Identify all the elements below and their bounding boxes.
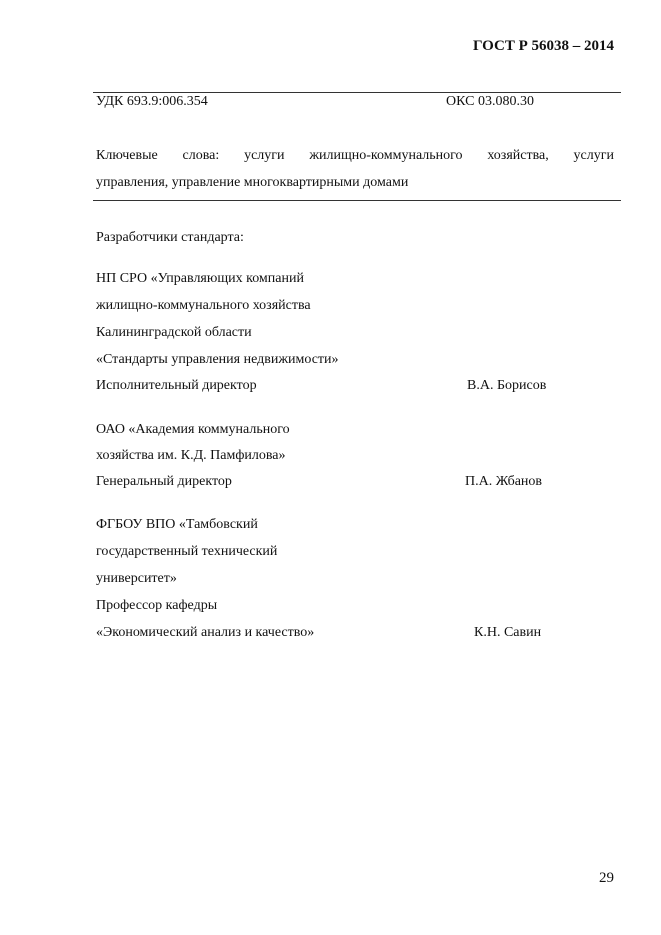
document-header: ГОСТ Р 56038 – 2014 bbox=[472, 38, 614, 54]
developer-1-name: В.А. Борисов bbox=[467, 378, 547, 393]
developers-title: Разработчики стандарта: bbox=[96, 230, 244, 245]
keywords-divider bbox=[93, 200, 621, 201]
developer-3-line: ФГБОУ ВПО «Тамбовский bbox=[96, 517, 258, 532]
developer-2-position: Генеральный директор bbox=[96, 474, 232, 489]
developer-3-position: «Экономический анализ и качество» bbox=[96, 625, 315, 640]
developer-3-line: университет» bbox=[96, 571, 177, 586]
top-divider bbox=[93, 92, 621, 93]
page-number: 29 bbox=[599, 870, 614, 886]
developer-1-line: Калининградской области bbox=[96, 325, 252, 340]
developer-1-line: НП СРО «Управляющих компаний bbox=[96, 271, 304, 286]
keywords-line-1: Ключевые слова: услуги жилищно-коммунального хозяйства, услуги bbox=[96, 148, 614, 163]
developer-1-line: «Стандарты управления недвижимости» bbox=[96, 352, 339, 367]
developer-2-name: П.А. Жбанов bbox=[465, 474, 543, 489]
developer-3-name: К.Н. Савин bbox=[474, 625, 542, 640]
developer-1-line: жилищно-коммунального хозяйства bbox=[96, 298, 311, 313]
developer-3-line: Профессор кафедры bbox=[96, 598, 218, 613]
developer-2-line: хозяйства им. К.Д. Памфилова» bbox=[96, 448, 286, 463]
oks-code: ОКС 03.080.30 bbox=[446, 94, 534, 109]
developer-2-line: ОАО «Академия коммунального bbox=[96, 422, 290, 437]
developer-3-line: государственный технический bbox=[96, 544, 278, 559]
developer-1-position: Исполнительный директор bbox=[96, 378, 257, 393]
keywords-line-2: управления, управление многоквартирными домами bbox=[96, 175, 409, 190]
udk-code: УДК 693.9:006.354 bbox=[96, 94, 208, 109]
